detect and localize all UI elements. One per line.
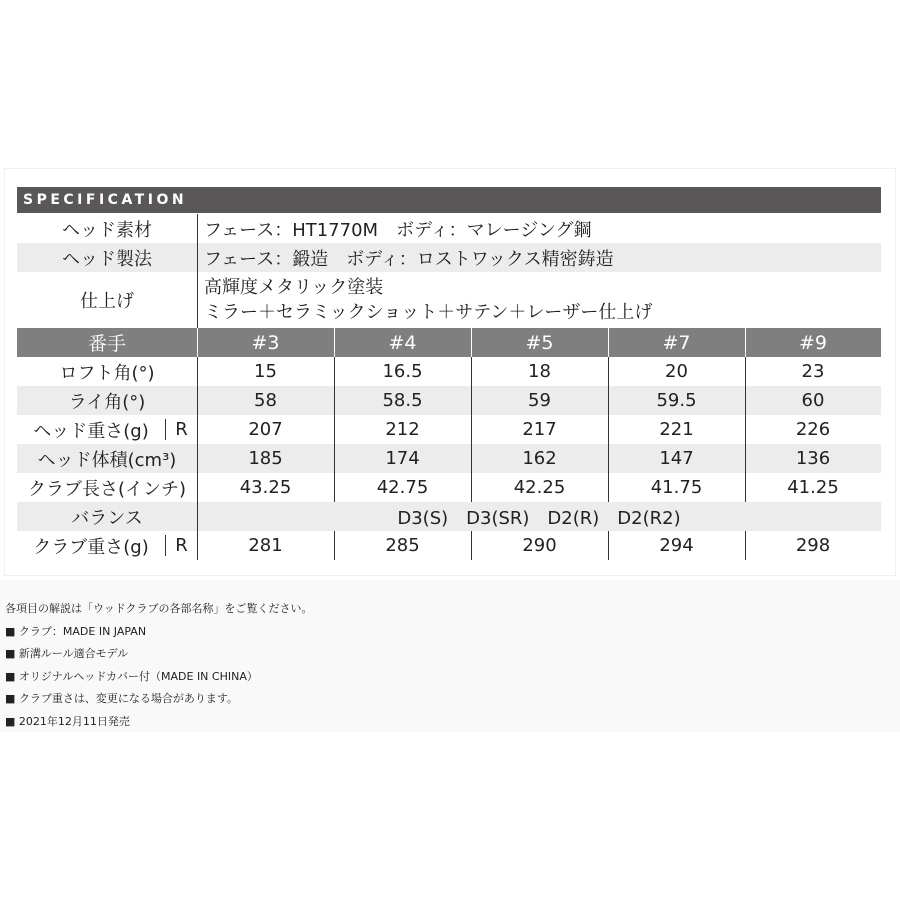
club-number-5: #5 bbox=[525, 331, 554, 354]
lie-label: ライ角(°) bbox=[68, 391, 146, 413]
club-length-3: 43.25 bbox=[239, 477, 292, 498]
club-weight-label-group bbox=[17, 531, 197, 560]
loft-row bbox=[17, 357, 881, 386]
finish-row bbox=[17, 272, 881, 328]
head-weight-flex: R bbox=[175, 419, 188, 440]
loft-3: 15 bbox=[254, 361, 277, 382]
note-release-date: ■ 2021年12月11日発売 bbox=[5, 714, 130, 728]
balance-value: D3(S) D3(SR) D2(R) D2(R2) bbox=[397, 507, 681, 529]
head-method-value: フェース：鍛造 ボディ：ロストワックス精密鋳造 bbox=[204, 248, 614, 270]
club-number-9: #9 bbox=[798, 331, 827, 354]
loft-9: 23 bbox=[801, 361, 825, 382]
club-weight-5: 290 bbox=[522, 535, 557, 556]
head-material-label: ヘッド素材 bbox=[17, 214, 198, 243]
head-weight-4: 212 bbox=[385, 419, 420, 440]
finish-label: 仕上げ bbox=[17, 272, 198, 328]
head-weight-9: 226 bbox=[795, 419, 831, 440]
head-weight-5: 217 bbox=[522, 419, 557, 440]
club-number-3: #3 bbox=[251, 331, 280, 354]
note-guide: 各項目の解説は「ウッドクラブの各部名称」をご覧ください。 bbox=[5, 602, 313, 615]
head-weight-label-group bbox=[17, 415, 197, 444]
note-groove-rule: ■ 新溝ルール適合モデル bbox=[5, 647, 129, 660]
balance-row bbox=[17, 502, 881, 531]
loft-5: 18 bbox=[528, 361, 551, 382]
club-number-label: 番手 bbox=[87, 333, 126, 355]
loft-label: ロフト角(°) bbox=[59, 362, 155, 384]
head-material-row bbox=[17, 214, 881, 243]
note-headcover: ■ オリジナルヘッドカバー付（MADE IN CHINA） bbox=[5, 669, 258, 683]
lie-9: 60 bbox=[801, 390, 825, 411]
notes-list bbox=[5, 598, 885, 733]
head-volume-4: 174 bbox=[385, 448, 420, 469]
club-number-4: #4 bbox=[388, 331, 417, 354]
club-weight-9: 298 bbox=[795, 535, 831, 556]
club-weight-row bbox=[17, 531, 881, 560]
club-length-4: 42.75 bbox=[376, 477, 429, 498]
head-volume-7: 147 bbox=[659, 448, 694, 469]
head-volume-row bbox=[17, 444, 881, 473]
loft-7: 20 bbox=[665, 361, 688, 382]
club-length-7: 41.75 bbox=[650, 477, 703, 498]
club-weight-7: 294 bbox=[659, 535, 694, 556]
club-weight-flex: R bbox=[175, 535, 188, 556]
head-volume-label: ヘッド体積(cm³) bbox=[37, 449, 177, 471]
head-method-label: ヘッド製法 bbox=[17, 243, 198, 272]
head-volume-9: 136 bbox=[795, 448, 831, 469]
head-weight-label: ヘッド重さ(g) bbox=[33, 420, 149, 442]
lie-3: 58 bbox=[254, 390, 277, 411]
note-weight-change: ■ クラブ重さは、変更になる場合があります。 bbox=[5, 692, 239, 705]
finish-line-1: 高輝度メタリック塗装 bbox=[204, 277, 384, 298]
lie-7: 59.5 bbox=[656, 390, 697, 411]
club-number-7: #7 bbox=[662, 331, 691, 354]
club-weight-3: 281 bbox=[248, 535, 283, 556]
club-weight-label: クラブ重さ(g) bbox=[33, 536, 149, 558]
spec-title: SPECIFICATION bbox=[17, 187, 881, 213]
club-number-header-row bbox=[17, 328, 881, 357]
balance-label: バランス bbox=[71, 507, 143, 529]
lie-5: 59 bbox=[528, 390, 551, 411]
head-method-row bbox=[17, 243, 881, 272]
club-length-9: 41.25 bbox=[787, 477, 839, 498]
club-length-row bbox=[17, 473, 881, 502]
club-weight-4: 285 bbox=[385, 535, 420, 556]
head-volume-5: 162 bbox=[522, 448, 557, 469]
lie-row bbox=[17, 386, 881, 415]
club-length-label: クラブ長さ(インチ) bbox=[27, 478, 187, 500]
club-length-5: 42.25 bbox=[513, 477, 566, 498]
head-weight-3: 207 bbox=[248, 419, 283, 440]
finish-line-2: ミラー＋セラミックショット＋サテン＋レーザー仕上げ bbox=[204, 302, 653, 323]
head-volume-3: 185 bbox=[248, 448, 283, 469]
note-made-in: ■ クラブ：MADE IN JAPAN bbox=[5, 624, 147, 638]
head-weight-row bbox=[17, 415, 881, 444]
head-material-value: フェース：HT1770M ボディ：マレージング鋼 bbox=[204, 219, 592, 241]
lie-4: 58.5 bbox=[382, 390, 423, 411]
loft-4: 16.5 bbox=[382, 361, 423, 382]
finish-value bbox=[204, 272, 881, 328]
head-weight-7: 221 bbox=[659, 419, 694, 440]
